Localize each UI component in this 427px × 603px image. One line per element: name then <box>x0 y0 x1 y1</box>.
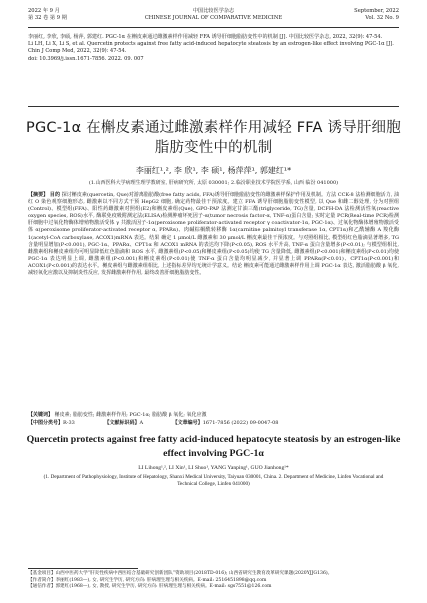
article-number-label: 【文章编号】 <box>172 420 203 426</box>
classification-line <box>28 420 399 427</box>
abstract-objective-label: 目的 <box>49 192 61 198</box>
header-date-en: September, 2022 <box>354 8 399 14</box>
header-right <box>354 8 399 22</box>
affiliation-en: (1. Department of Pathophysiology, Institute of Hepatology, Shanxi Medical University, Taiyuan 030001, China. 2. Department of Medicine, Linfen Vocational and Technical College, Linfen 041000) <box>43 474 384 488</box>
citation-en: Li LH, Li X, Li S, et al. Quercetin protects against free fatty acid-induced hepatocyte steatosis by an estrogen-like effect involving PGC-1α [J]. Chin J Comp Med, 2022, 32(9): 47-54. <box>28 41 394 55</box>
running-header <box>28 6 399 28</box>
footnote-corresponding: 【通信作者】郭建红(1968—), 女, 教授, 研究生学历, 研究方向: 肝病理生理与相关疾病。E-mail: sgs7551@126.com <box>28 584 272 590</box>
citation-doi: doi: 10.3969/j.issn.1671-7856. 2022. 09. 007 <box>28 55 144 62</box>
article-number-value: 1671-7856 (2022) 09-0047-08 <box>202 420 279 426</box>
keywords-cn <box>28 412 399 419</box>
citation-cn: 李丽红, 李欣, 李硕, 杨萍, 郭建红. PGC-1α 在槲皮素通过雌激素样作用减轻 FFA 诱导肝细胞脂肪变性中的机制 [J]. 中国比较医学杂志, 2022, 32(9): 47-54. <box>28 34 383 40</box>
abstract-label: 【摘要】 <box>28 192 49 198</box>
affiliation-cn: (1.山西医科大学病理生理学教研室, 肝病研究所, 太原 030001; 2.临汾职业技术学院医学系, 山西 临汾 041000) <box>88 180 339 186</box>
authors-en: LI Lihong¹,², LI Xin¹, LI Shuo¹, YANG Yanping¹, GUO Jianhong¹* <box>138 465 289 471</box>
journal-name-cn: 中国比较医学杂志 <box>192 8 235 14</box>
keywords-text: 槲皮素; 脂肪变性; 雌激素样作用; PGC-1α; 脂肪酸 β 氧化; 氧化应激 <box>54 412 207 418</box>
footnote-divider <box>28 568 138 569</box>
citation-block <box>28 34 399 63</box>
header-date: 2022 年 9 月 <box>28 8 60 14</box>
footnote-fund: 【基金项目】山西中医药大学“肝炎性疾病中西医结合基础研究创新团队”资助项目(2018TD-016); 山西省研究生教育改革研究课题(2020YJJG136)。 <box>28 571 333 576</box>
header-volume-en: Vol. 32 No. 9 <box>365 15 399 21</box>
citation-divider <box>28 106 399 107</box>
title-cn: PGC-1α 在槲皮素通过雌激素样作用减轻 FFA 诱导肝细胞脂肪变性中的机制 <box>26 120 401 156</box>
doc-code-label: 【文献标识码】 <box>104 420 140 426</box>
footnote-author: 【作者简介】李丽红(1983—), 女, 研究生学历, 研究方向: 肝病理生理与相关疾病。E-mail: 2516451898@qq.com <box>28 577 267 583</box>
journal-name-en: CHINESE JOURNAL OF COMPARATIVE MEDICINE <box>144 15 283 21</box>
footnotes <box>28 571 399 591</box>
header-center <box>28 8 399 22</box>
header-volume: 第 32 卷 第 9 期 <box>28 15 67 21</box>
authors-cn: 李丽红¹,², 李 欣¹, 李 硕¹, 杨萍萍¹, 郭建红¹* <box>135 166 292 175</box>
title-en: Quercetin protects against free fatty acid-induced hepatocyte steatosis by an estrogen-like effect involving PGC-1α <box>26 434 401 459</box>
keywords-label: 【关键词】 <box>28 412 54 418</box>
abstract-text: 探讨槲皮素(quercetin, Que)对游离脂肪酸(free fatty acids, FFA)诱导肝细胞脂肪变性的雌激素样保护作用及机制。方法 CCK-8 法检测细胞活力, 油红 O 染色观察细胞形态, 雌激素以不同方式干预 HepG2 细胞, 确定药物最佳干预浓度。建立 FFA 诱导肝细胞脂肪变性模型, 以 Que 和雌二醇处理, 分为对照组(Control)、模型组(FFA)、阳性药雌激素对照组(E2)和槲皮素组(Que), GPO-PAP 法测定甘油三酯(triglyceride, TG)含量, DCFH-DA 法检测活性氧(reactive oxygen species, ROS)水平, 酶联免疫吸附测定法(ELISA)检测肿瘤坏死因子-α(tumor necrosis factor-α, TNF-α)蛋白含量; 实时定量 PCR(Real-time PCR)检测肝细胞中过氧化物酶体增殖物激活受体 γ 共激活因子-1α(peroxisome proliferator-activated receptor γ coactivator-1α, PGC-1α)、过氧化物酶体增殖物激活受体 α(peroxisome proliferator-activated receptor α, PPARα)、肉碱棕榈酰转移酶 1α(carnitine palmitoyl transferase 1α, CPT1α)和乙酰辅酶 A 羧化酶 1(acetyl-CoA carboxylase, ACOX1)mRNA 表达。结果 确定 1 μmol/L 雌激素和 30 μmol/L 槲皮素最佳干预浓度。与对照组相比, 模型组红色脂滴显著增多, TG 含量明显增加(P<0.001), PGC-1α、PPARα、CPT1α 和 ACOX1 mRNA 的表达均下降(P<0.05), ROS 水平升高, TNF-α 蛋白含量增多(P<0.01); 与模型组相比, 雌激素组和槲皮素组均可明显降低红色脂滴和 ROS 水平, 雌激素组(P<0.05)和槲皮素组(P<0.05)均使 TG 含量降低, 雌激素组(P<0.001)和槲皮素组(P<0.01)均使 PGC-1α 表达明显上调, 雌激素组(P<0.001)和槲皮素组(P<0.01)使 TNF-α 蛋白含量均明显减少, 并显著上调 PPARα(P<0.01)、CPT1α(P<0.001)和 ACOX1(P<0.001)的表达水平。槲皮素组与雌激素组相比, 上述指标差异均无统计学意义。结论 槲皮素可能通过雌激素样作用上调 PGC-1α 表达, 激活脂肪酸 β 氧化, 减轻氧化应激以及抑制炎性反应, 发挥雌激素样作用, 最终改善肝细胞脂肪变性。 <box>28 192 399 277</box>
clc-label: 【中图分类号】 <box>28 420 64 426</box>
clc-value: R-33 <box>63 420 75 426</box>
abstract-cn <box>28 192 399 277</box>
doc-code-value: A <box>139 420 144 426</box>
